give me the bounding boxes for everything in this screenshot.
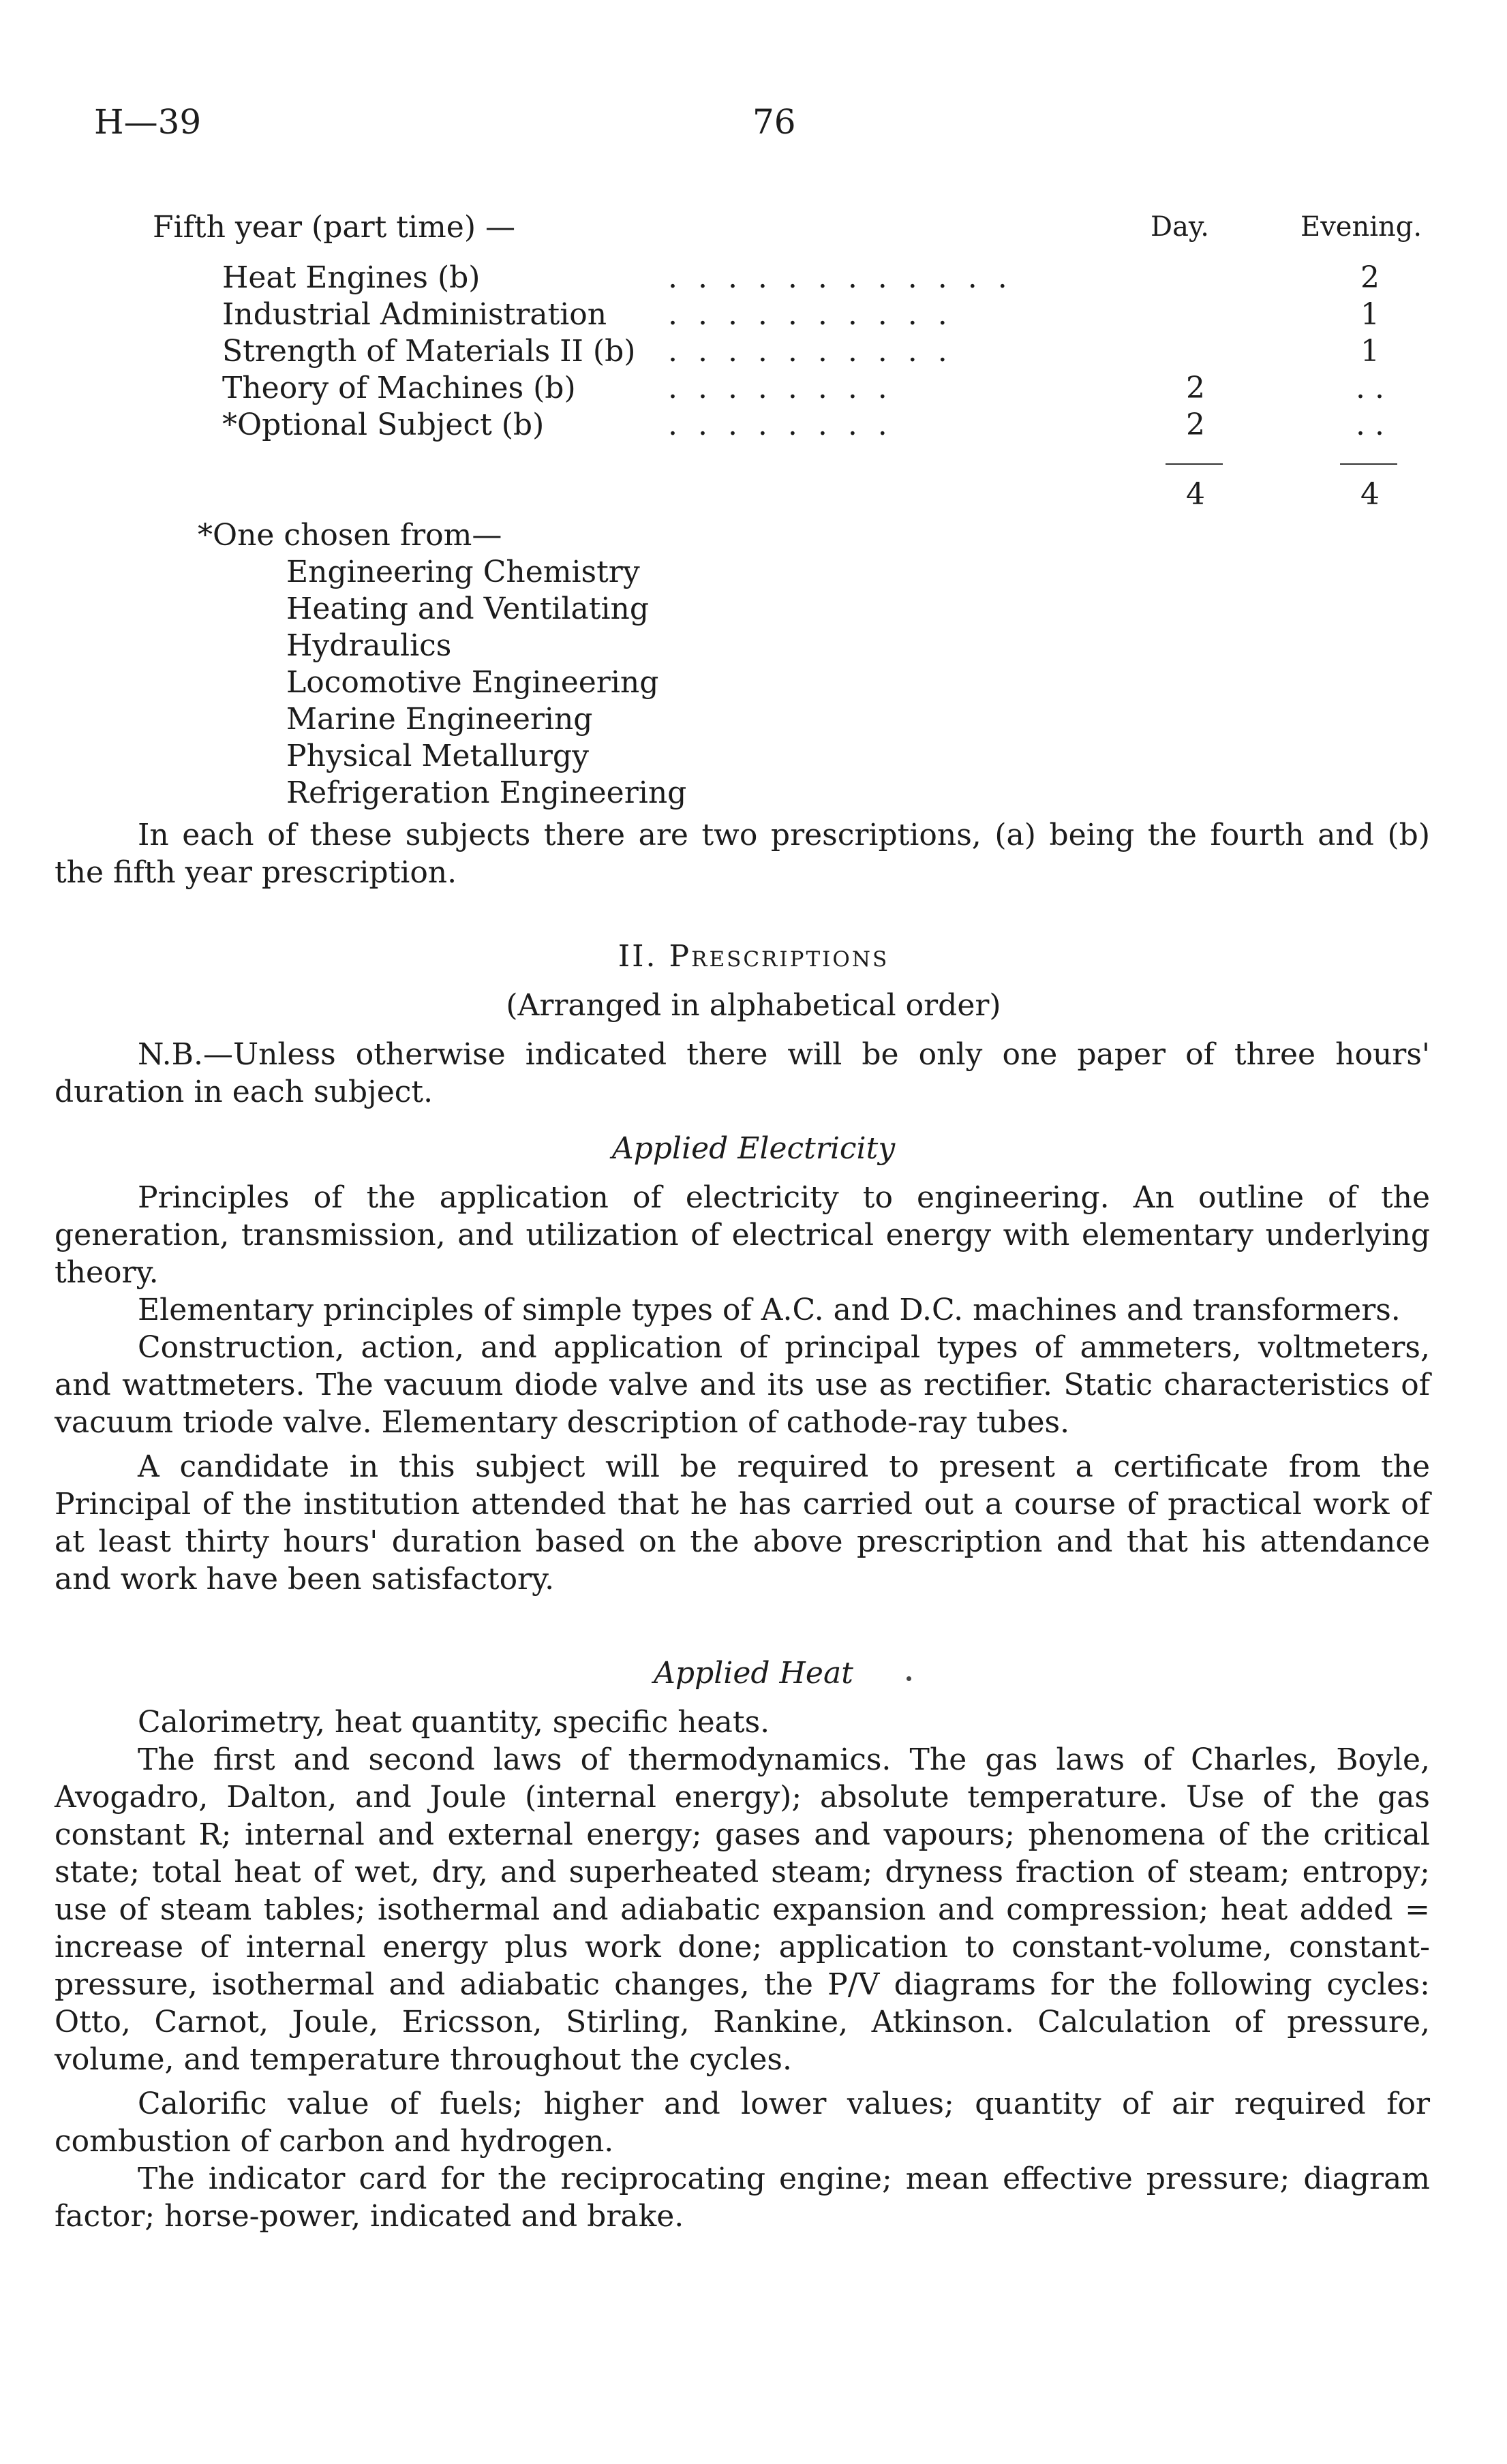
nb-note: N.B.—Unless otherwise indicated there will be only one paper of three hours' duration in each subject. bbox=[55, 1037, 1430, 1109]
optional-item: Locomotive Engineering bbox=[286, 665, 659, 700]
schedule-evening-value: 1 bbox=[1360, 297, 1380, 332]
schedule-evening-value: . . bbox=[1356, 407, 1384, 442]
applied-electricity-paragraph: Principles of the application of electricity to engineering. An outline of the generation, transmission, and utilization of electrical energy with elementary underlying theory. bbox=[55, 1180, 1430, 1290]
column-header-day: Day. bbox=[1151, 211, 1209, 243]
document-code: H—39 bbox=[94, 102, 202, 142]
applied-heat-paragraph: Calorimetry, heat quantity, specific heats. bbox=[138, 1705, 770, 1740]
optional-item: Heating and Ventilating bbox=[286, 591, 650, 626]
schedule-evening-value: 1 bbox=[1360, 334, 1380, 369]
prescription-note: In each of these subjects there are two prescriptions, (a) being the fourth and (b) the fifth year prescription. bbox=[55, 818, 1430, 890]
applied-electricity-paragraph: Elementary principles of simple types of A.C. and D.C. machines and transformers. bbox=[138, 1293, 1401, 1327]
applied-electricity-paragraph: Construction, action, and application of principal types of ammeters, voltmeters, and wattmeters. The vacuum diode valve and its use as rectifier. Static characteristics of vacuum triode valve. Elementary description of cathode-ray tubes. bbox=[55, 1330, 1430, 1440]
optional-item: Physical Metallurgy bbox=[286, 739, 589, 773]
schedule-evening-value: 2 bbox=[1360, 260, 1380, 295]
schedule-subject: *Optional Subject (b) bbox=[222, 407, 545, 442]
schedule-subject: Industrial Administration bbox=[222, 297, 607, 332]
applied-heat-paragraph: Calorific value of fuels; higher and lower values; quantity of air required for combustion of carbon and hydrogen. bbox=[55, 2086, 1430, 2159]
leader-dots: . . . . . . . . bbox=[668, 407, 893, 442]
schedule-subject: Theory of Machines (b) bbox=[222, 371, 576, 405]
total-rule-day bbox=[1166, 463, 1223, 465]
optional-item: Marine Engineering bbox=[286, 702, 593, 737]
leader-dots: . . . . . . . . . . bbox=[668, 297, 953, 332]
column-header-evening: Evening. bbox=[1300, 211, 1422, 243]
applied-heat-title: Applied Heat bbox=[654, 1656, 853, 1691]
total-evening: 4 bbox=[1360, 477, 1380, 512]
page-number: 76 bbox=[752, 102, 796, 142]
leader-dots: . . . . . . . . . . bbox=[668, 334, 953, 369]
schedule-subject: Heat Engines (b) bbox=[222, 260, 481, 295]
stray-mark bbox=[907, 1676, 911, 1681]
applied-electricity-paragraph: A candidate in this subject will be required to present a certificate from the Principal of the institution attended that he has carried out a course of practical work of at least thirty hours' duration based on the above prescription and that his attendance and work have been satisfactory. bbox=[55, 1449, 1430, 1597]
applied-heat-paragraph: The indicator card for the reciprocating engine; mean effective pressure; diagram factor; horse-power, indicated and brake. bbox=[55, 2161, 1430, 2234]
total-rule-evening bbox=[1340, 463, 1397, 465]
schedule-day-value: 2 bbox=[1186, 371, 1205, 405]
schedule-title: Fifth year (part time) — bbox=[153, 210, 515, 245]
leader-dots: . . . . . . . . . . . . bbox=[668, 260, 1013, 295]
schedule-day-value: 2 bbox=[1186, 407, 1205, 442]
leader-dots: . . . . . . . . bbox=[668, 371, 893, 405]
schedule-subject: Strength of Materials II (b) bbox=[222, 334, 636, 369]
total-day: 4 bbox=[1186, 477, 1205, 512]
section-heading: II. Prescriptions bbox=[618, 939, 889, 974]
optional-item: Refrigeration Engineering bbox=[286, 775, 687, 810]
applied-heat-paragraph: The first and second laws of thermodynamics. The gas laws of Charles, Boyle, Avogadro, Dalton, and Joule (internal energy); absolute temperature. Use of the gas constant R; internal and external energy; gases and vapours; phenomena of the critical state; total heat of wet, dry, and superheated steam; dryness fraction of steam; entropy; use of steam tables; isothermal and adiabatic expansion and compression; heat added = increase of internal energy plus work done; application to constant-volume, constant-pressure, isothermal and adiabatic changes, the P/V diagrams for the following cycles: Otto, Carnot, Joule, Ericsson, Stirling, Rankine, Atkinson. Calculation of pressure, volume, and temperature throughout the cycles. bbox=[55, 1742, 1430, 2077]
section-subheading: (Arranged in alphabetical order) bbox=[506, 988, 1001, 1023]
optional-item: Hydraulics bbox=[286, 628, 452, 663]
optional-item: Engineering Chemistry bbox=[286, 555, 640, 589]
optional-intro: *One chosen from— bbox=[198, 518, 502, 553]
schedule-evening-value: . . bbox=[1356, 371, 1384, 405]
applied-electricity-title: Applied Electricity bbox=[611, 1131, 896, 1166]
